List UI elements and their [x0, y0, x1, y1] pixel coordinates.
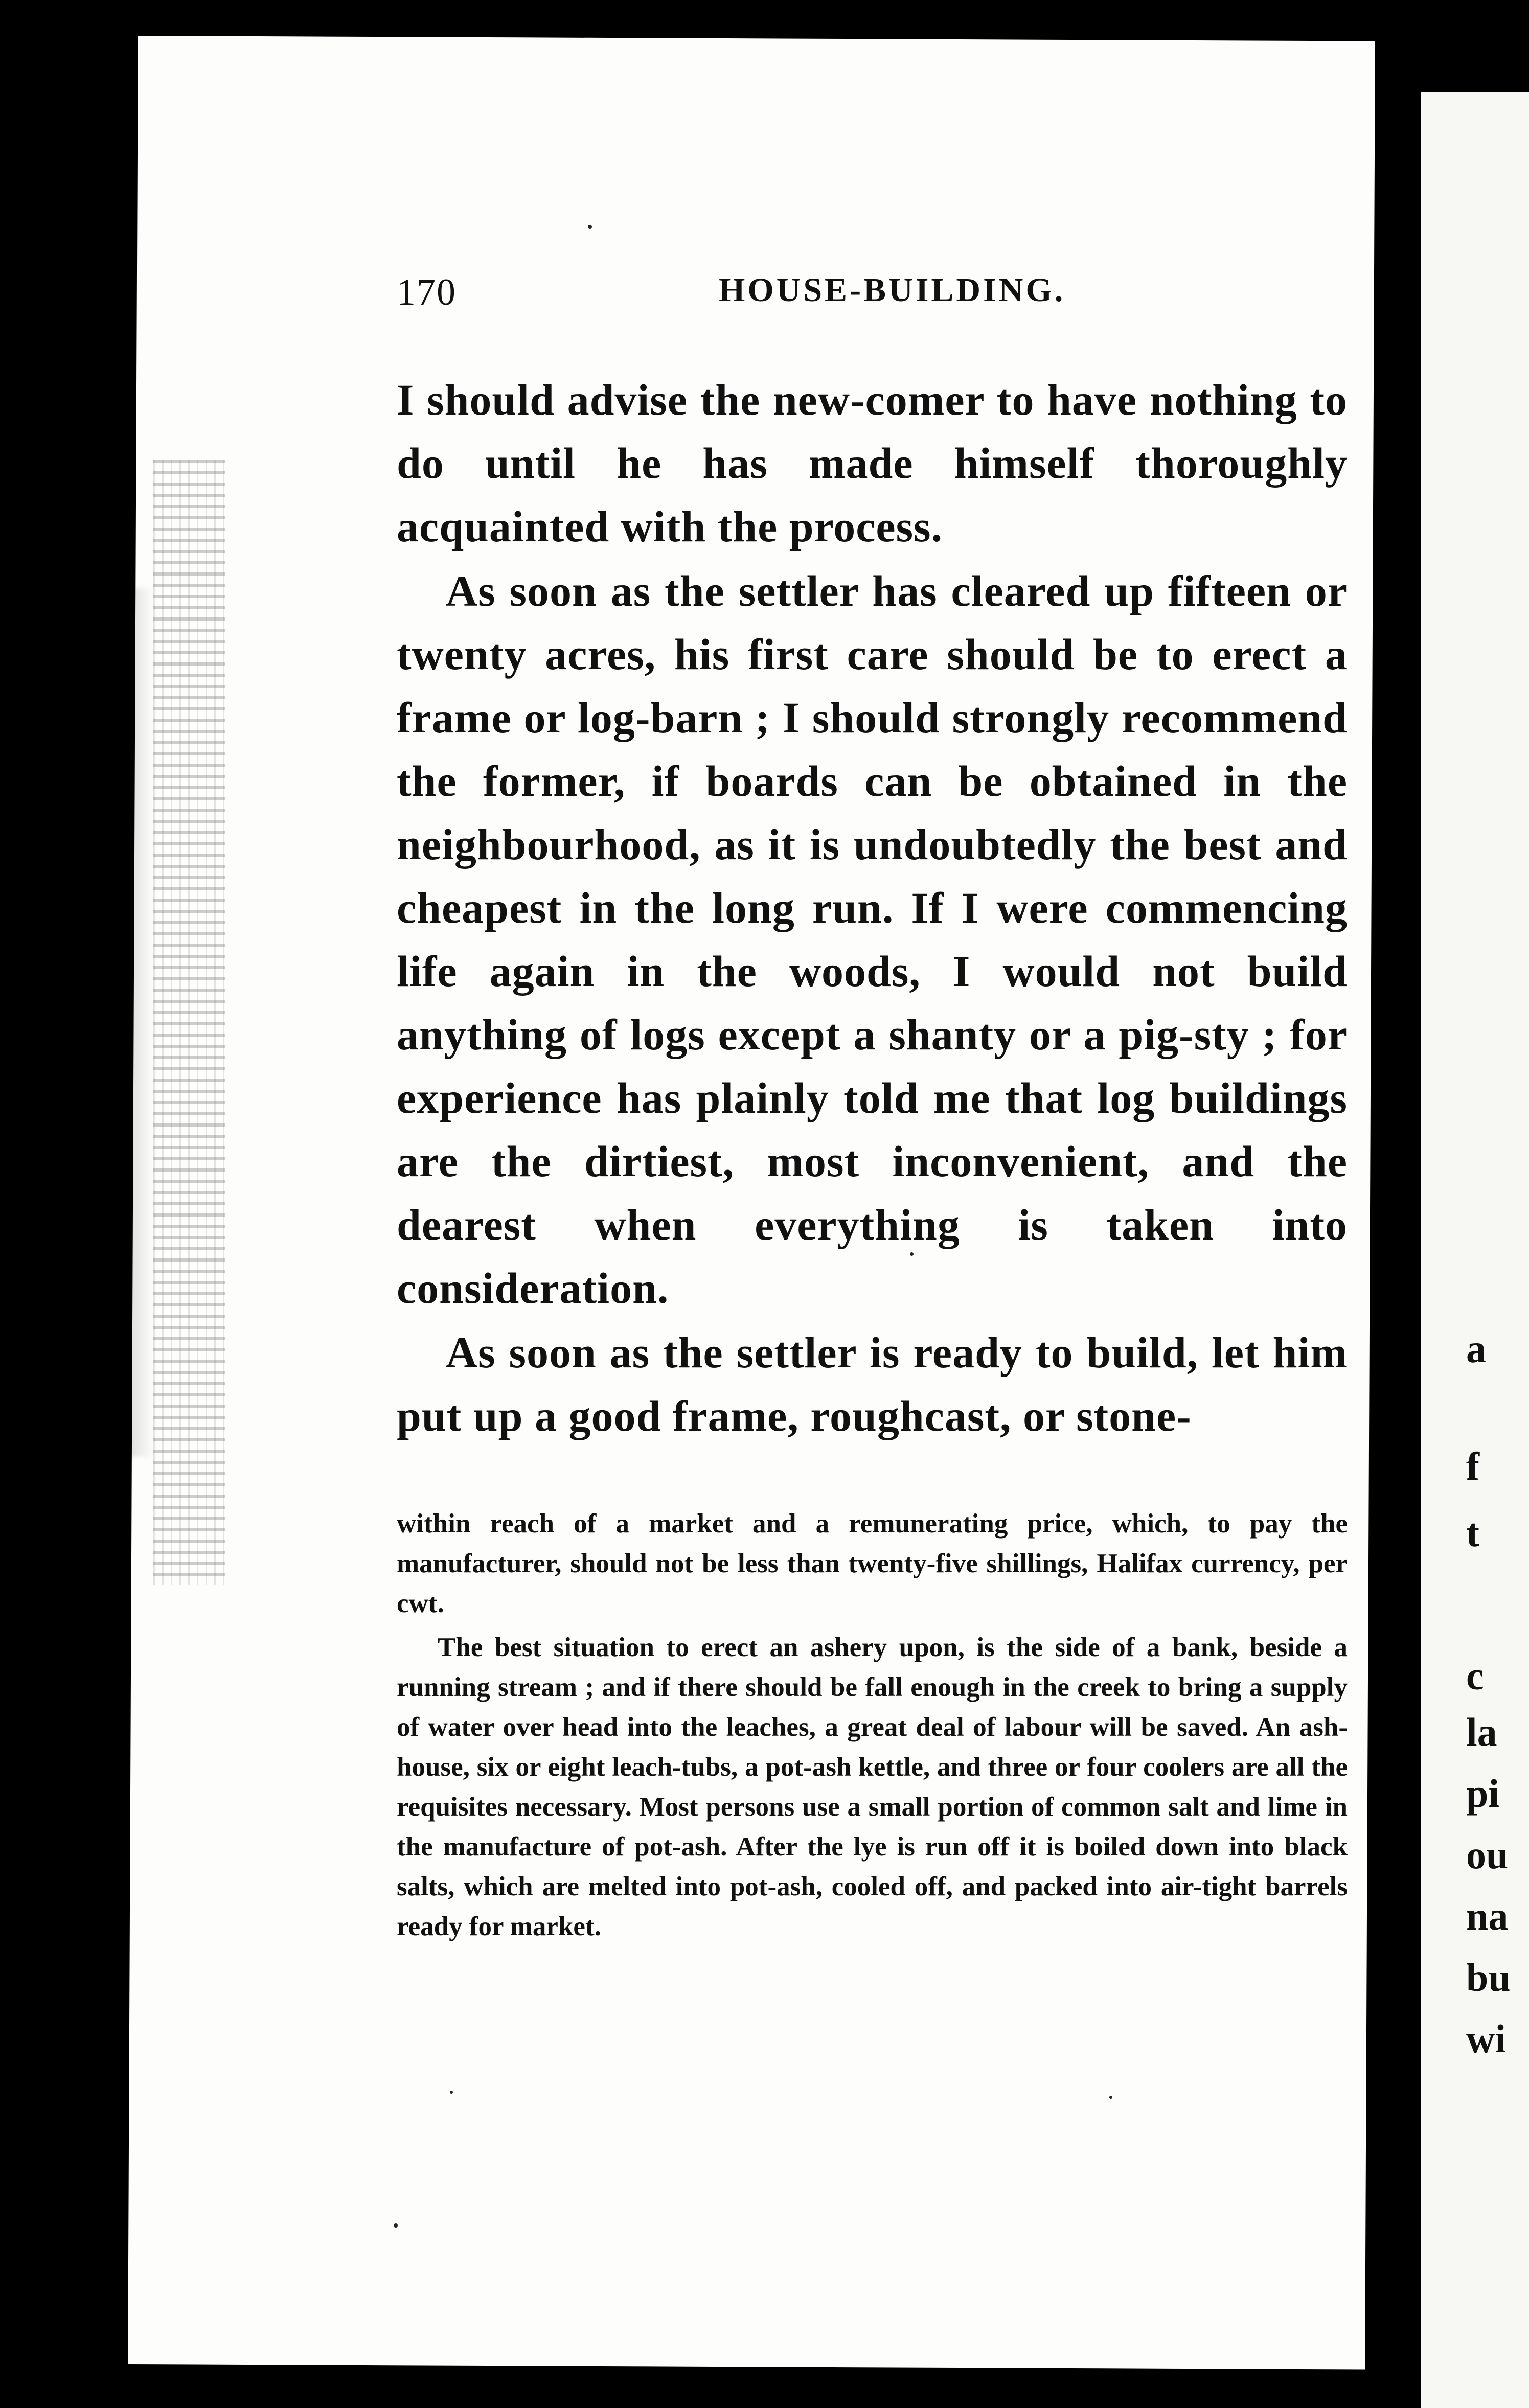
- next-page-fragment: f: [1466, 1444, 1479, 1488]
- body-paragraph: I should advise the new-comer to have nothing to do until he has made himself thoroughly acquainted with the process.: [397, 375, 1348, 551]
- page-content: [397, 271, 1348, 1946]
- body-paragraph: As soon as the settler has cleared up fifteen or twenty acres, his first care should be to erect a frame or log-barn ; I should strongly recommend the former, if boards can be obtained in the neighbourhood, as it is undoubtedly the best and cheapest in the long run. If I were commencing life again in the woods, I would not build anything of logs except a shanty or a pig-sty ; for experience has plainly told me that log buildings are the dirtiest, most inconvenient, and the dearest when everything is taken into consideration.: [397, 566, 1348, 1313]
- scan-speck: [394, 2223, 398, 2228]
- footnote-paragraph: The best situation to erect an ashery upon, is the side of a bank, beside a running stream ; and if there should be fall enough in the creek to bring a supply of water over head into the leaches, a great deal of labour will be saved. An ash-house, six or eight leach-tubs, a pot-ash kettle, and three or four coolers are all the requisites necessary. Most persons use a small portion of common salt and lime in the manufacture of pot-ash. After the lye is run off it is boiled down into black salts, which are melted into pot-ash, cooled off, and packed into air-tight barrels ready for market.: [397, 1633, 1348, 1941]
- next-page-fragment: la: [1466, 1710, 1497, 1754]
- book-gutter: [1380, 0, 1421, 2408]
- body-text: [397, 368, 1348, 1448]
- scan-edge-shadow: [0, 588, 153, 1457]
- next-page-fragment: pi: [1466, 1771, 1500, 1816]
- page-header: [397, 271, 1348, 332]
- scan-speck: [450, 2091, 453, 2094]
- next-page-fragment: ou: [1466, 1832, 1509, 1877]
- scan-edge-speckle: [153, 460, 225, 1585]
- body-paragraph: As soon as the settler is ready to build, let him put up a good frame, roughcast, or stone-: [397, 1328, 1348, 1440]
- next-page-fragment: bu: [1466, 1955, 1511, 2000]
- next-page-fragment: wi: [1466, 2016, 1506, 2061]
- scan-speck: [1109, 2096, 1112, 2099]
- next-page-fragment: na: [1466, 1894, 1509, 1938]
- next-page-fragment: t: [1466, 1510, 1479, 1555]
- page-number: 170: [397, 271, 457, 313]
- scan-speck: [588, 225, 592, 229]
- running-head: HOUSE-BUILDING.: [719, 271, 1066, 309]
- footnote-paragraph: within reach of a market and a remunerating price, which, to pay the manufacturer, should not be less than twenty-five shillings, Halifax currency, per cwt.: [397, 1509, 1348, 1618]
- next-page-fragment: c: [1466, 1654, 1484, 1698]
- scan-speck: [910, 1252, 914, 1256]
- footnote: [397, 1504, 1348, 1946]
- next-page-fragment: a: [1466, 1326, 1486, 1371]
